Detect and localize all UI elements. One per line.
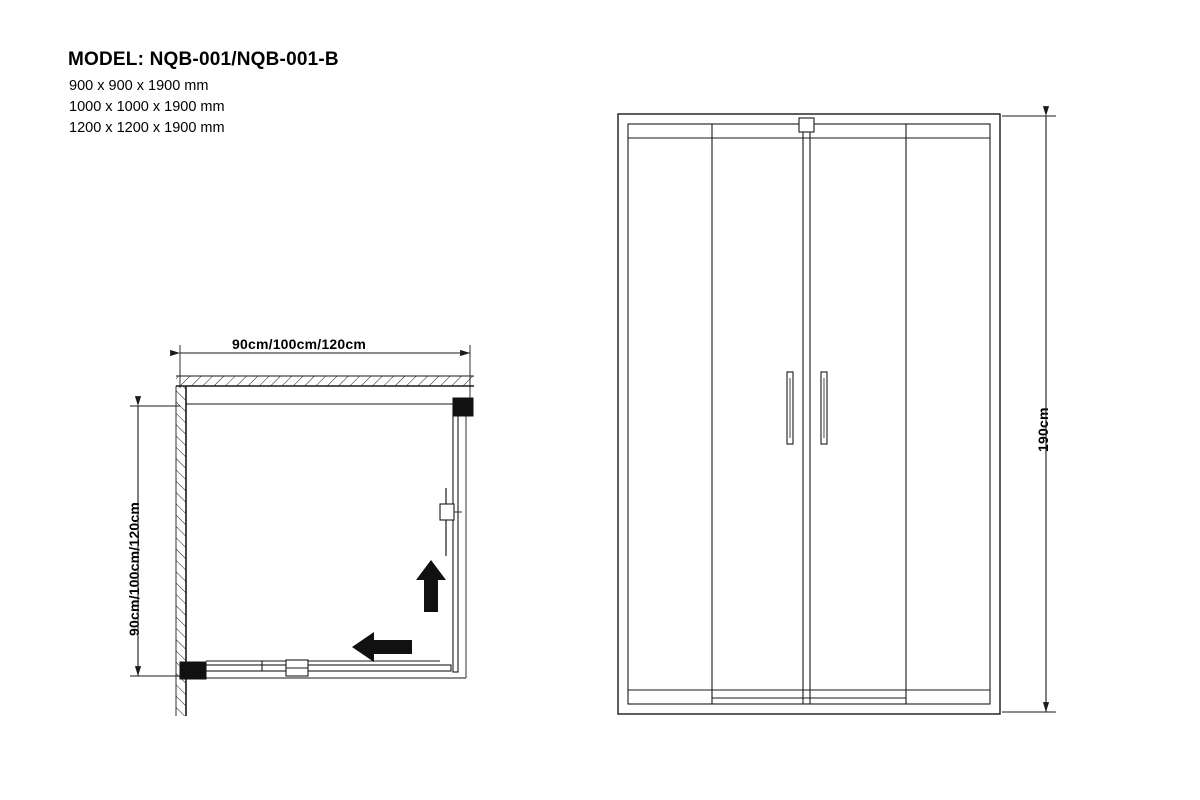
plan-view <box>130 345 474 716</box>
plan-right-glass-panel <box>453 404 458 672</box>
arrow-left-icon <box>352 632 412 662</box>
front-height-dimension <box>1002 116 1056 712</box>
front-inner-frame <box>628 124 990 704</box>
front-view <box>618 114 1056 714</box>
plan-top-right-bracket <box>453 398 473 416</box>
plan-enclosure-outline <box>186 404 466 678</box>
plan-left-dimension <box>130 406 180 676</box>
front-height-dimension-label: 190cm <box>1035 407 1051 452</box>
arrow-up-icon <box>416 560 446 612</box>
front-left-door-handle <box>787 372 793 444</box>
plan-top-dimension <box>180 345 470 400</box>
page-title: MODEL: NQB-001/NQB-001-B <box>68 49 339 70</box>
plan-bottom-left-bracket <box>180 662 206 679</box>
size-option-3: 1200 x 1200 x 1900 mm <box>69 119 225 136</box>
plan-bottom-sliding-door <box>206 660 451 676</box>
size-option-2: 1000 x 1000 x 1900 mm <box>69 98 225 115</box>
plan-right-handle <box>440 488 462 556</box>
plan-top-wall <box>176 376 474 386</box>
plan-top-dimension-label: 90cm/100cm/120cm <box>232 336 366 352</box>
size-option-1: 900 x 900 x 1900 mm <box>69 77 209 94</box>
plan-left-dimension-label: 90cm/100cm/120cm <box>126 502 142 636</box>
front-right-door-handle <box>821 372 827 444</box>
